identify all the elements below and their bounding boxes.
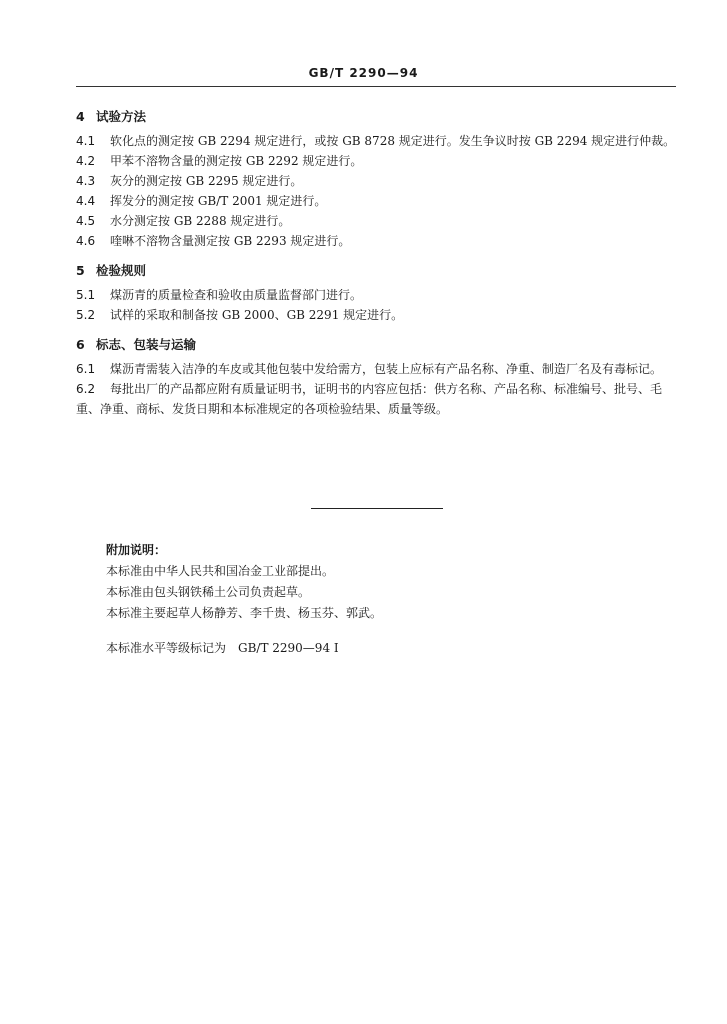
clause-text: 甲苯不溶物含量的测定按 GB 2292 规定进行。 (110, 154, 363, 168)
clause-text: 每批出厂的产品都应附有质量证明书，证明书的内容应包括：供方名称、产品名称、标准编号、批号、毛重、净重、商标、发货日期和本标准规定的各项检验结果、质量等级。 (76, 382, 663, 416)
clause-number: 4.6 (76, 234, 96, 248)
clause-6-1 (76, 359, 676, 379)
clause-number: 4.1 (76, 134, 96, 148)
section-title-text: 检验规则 (96, 263, 147, 278)
section-title-text: 标志、包装与运输 (96, 337, 197, 352)
clause-4-2 (76, 151, 676, 171)
clause-number: 4.2 (76, 154, 96, 168)
notes-line: 本标准主要起草人杨静芳、李千贵、杨玉芬、郭武。 (106, 606, 383, 620)
section-divider (311, 508, 443, 509)
clause-number: 5.1 (76, 288, 96, 302)
section-number: 6 (76, 337, 85, 352)
section-4-title (76, 107, 676, 127)
additional-notes (106, 540, 382, 624)
section-number: 4 (76, 109, 85, 124)
clause-4-1 (76, 131, 676, 151)
clause-number: 4.4 (76, 194, 96, 208)
clause-text: 挥发分的测定按 GB/T 2001 规定进行。 (110, 194, 327, 208)
clause-text: 煤沥青需装入洁净的车皮或其他包装中发给需方，包装上应标有产品名称、净重、制造厂名及有毒标记。 (110, 362, 663, 376)
clause-number: 4.5 (76, 214, 96, 228)
clause-text: 水分测定按 GB 2288 规定进行。 (110, 214, 291, 228)
clause-text: 灰分的测定按 GB 2295 规定进行。 (110, 174, 303, 188)
clause-text: 喹啉不溶物含量测定按 GB 2293 规定进行。 (110, 234, 351, 248)
section-number: 5 (76, 263, 85, 278)
clause-5-2 (76, 305, 676, 325)
main-content (76, 107, 676, 419)
header-rule (76, 86, 676, 87)
clause-text: 试样的采取和制备按 GB 2000、GB 2291 规定进行。 (110, 308, 404, 322)
clause-6-2 (76, 379, 676, 419)
clause-4-5 (76, 211, 676, 231)
clause-number: 4.3 (76, 174, 96, 188)
clause-4-6 (76, 231, 676, 251)
section-6-title (76, 335, 676, 355)
notes-line: 本标准由包头钢铁稀土公司负责起草。 (106, 585, 311, 599)
clause-number: 6.1 (76, 362, 96, 376)
clause-4-3 (76, 171, 676, 191)
section-title-text: 试验方法 (96, 109, 147, 124)
notes-title: 附加说明： (106, 543, 167, 557)
standard-level-mark: 本标准水平等级标记为 GB/T 2290—94 I (106, 641, 339, 655)
notes-line: 本标准由中华人民共和国冶金工业部提出。 (106, 564, 335, 578)
page-header-code: GB/T 2290—94 (308, 66, 419, 80)
clause-5-1 (76, 285, 676, 305)
clause-text: 软化点的测定按 GB 2294 规定进行，或按 GB 8728 规定进行。发生争议时按 GB 2294 规定进行仲裁。 (110, 134, 676, 148)
clause-4-4 (76, 191, 676, 211)
clause-number: 5.2 (76, 308, 96, 322)
section-5-title (76, 261, 676, 281)
clause-text: 煤沥青的质量检查和验收由质量监督部门进行。 (110, 288, 363, 302)
clause-number: 6.2 (76, 382, 96, 396)
